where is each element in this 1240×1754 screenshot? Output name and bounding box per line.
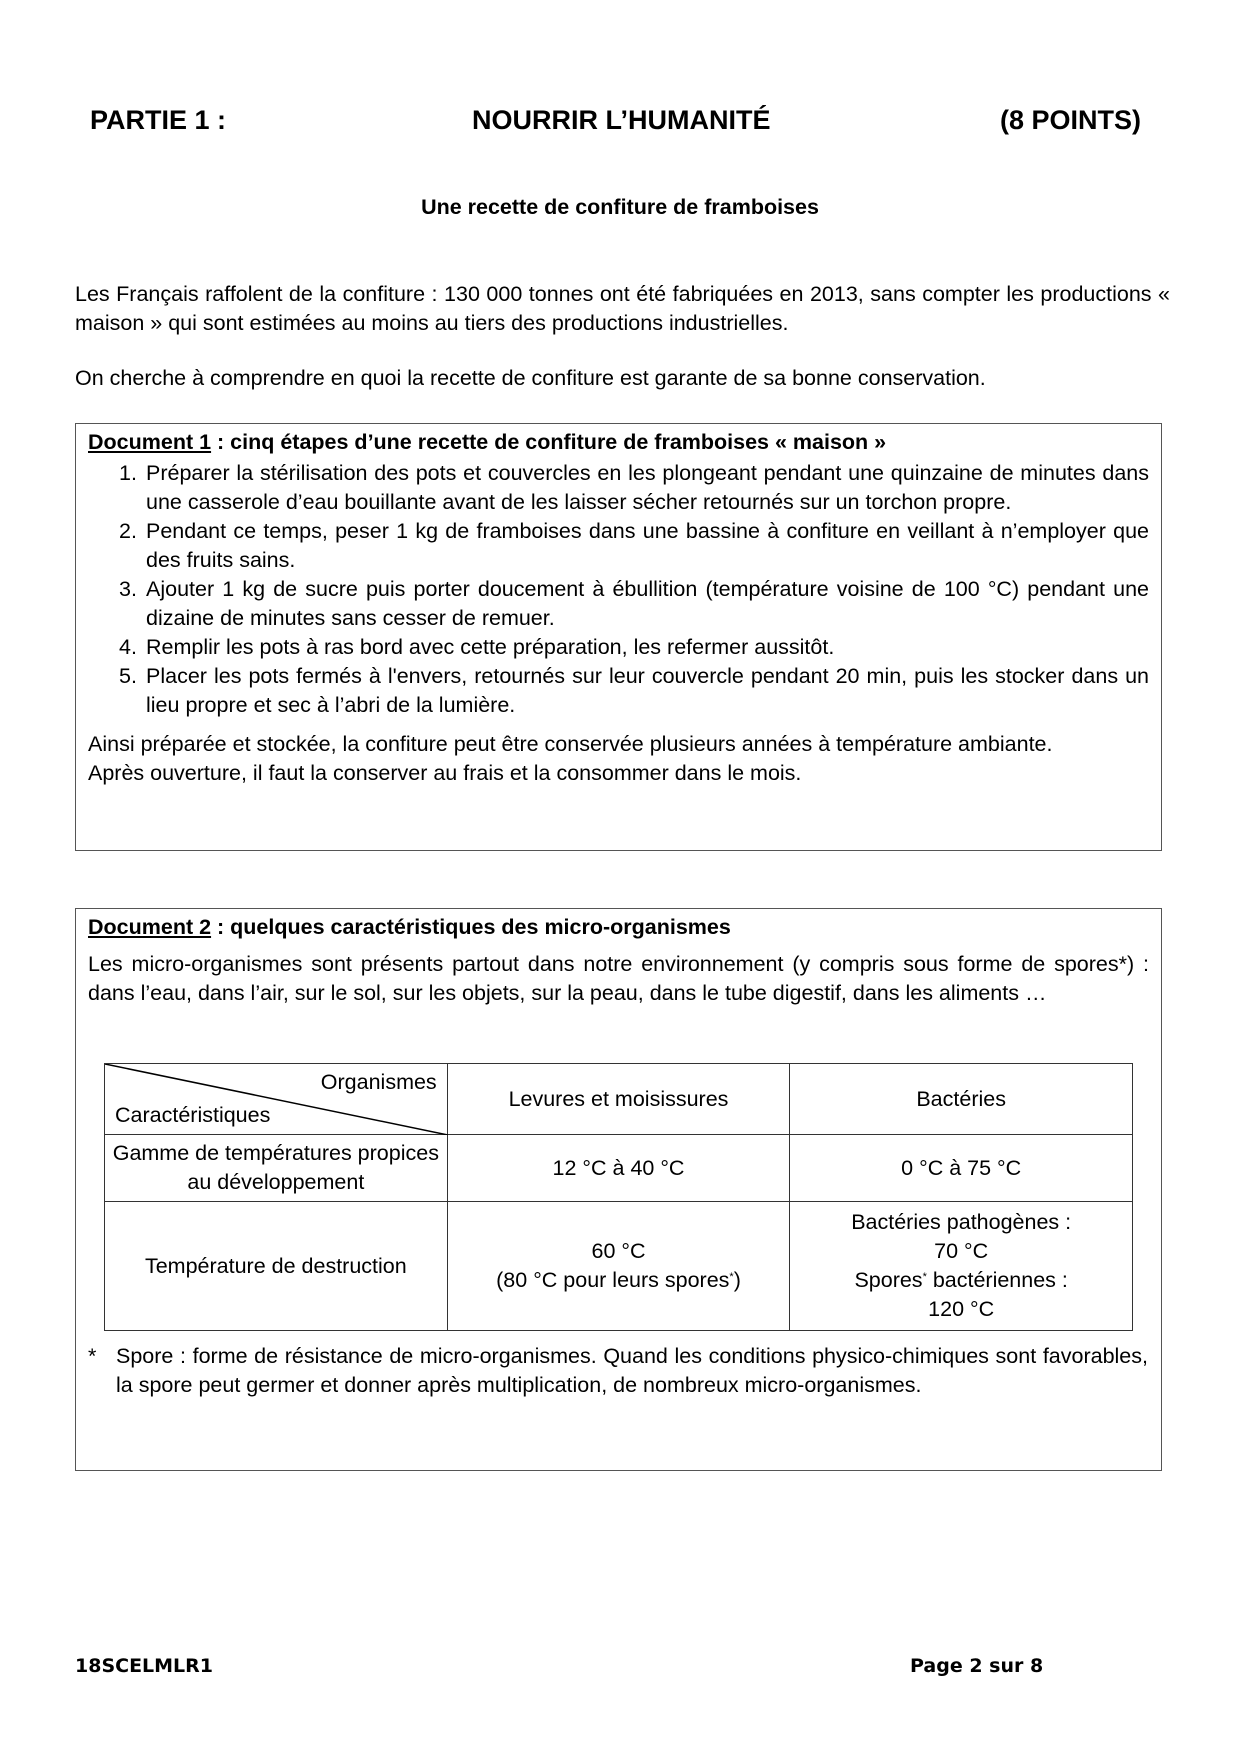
intro-paragraph-2: On cherche à comprendre en quoi la recette de confiture est garante de sa bonne conservation.: [75, 366, 986, 390]
spore-footnote: [88, 1342, 1148, 1400]
recipe-steps: [88, 459, 1149, 720]
conclusion-storage: Ainsi préparée et stockée, la confiture peut être conservée plusieurs années à température ambiante.: [88, 732, 1053, 756]
recipe-step: 5. Placer les pots fermés à l'envers, retournés sur leur couvercle pendant 20 min, puis les stocker dans un lieu propre et sec à l’abri de la lumière.: [119, 664, 1149, 717]
cell-bacteria-range: 0 °C à 75 °C: [790, 1135, 1133, 1202]
document-1-title-text: : cinq étapes d’une recette de confiture de framboises « maison »: [211, 430, 887, 454]
document-2-title: [88, 913, 1149, 942]
footnote-star: *: [88, 1344, 97, 1368]
recipe-step: 4. Remplir les pots à ras bord avec cette préparation, les refermer aussitôt.: [119, 635, 835, 659]
part-label: PARTIE 1 :: [90, 105, 227, 135]
section-title: NOURRIR L’HUMANITÉ: [472, 105, 771, 135]
micro-organisms-table: [104, 1063, 1133, 1331]
conclusion-opening: Après ouverture, il faut la conserver au frais et la consommer dans le mois.: [88, 761, 802, 785]
table-row: [105, 1202, 1133, 1331]
corner-organismes: Organismes: [320, 1070, 437, 1094]
table-corner-cell: [105, 1064, 448, 1135]
document-2-title-text: : quelques caractéristiques des micro-organismes: [211, 915, 731, 939]
row-label-destruction-temperature: Température de destruction: [105, 1202, 448, 1331]
footnote-text: Spore : forme de résistance de micro-organismes. Quand les conditions physico-chimiques sont favorables, la spore peut germer et donner après multiplication, de nombreux micro-organismes.: [116, 1344, 1148, 1397]
recipe-step: 1. Préparer la stérilisation des pots et couvercles en les plongeant pendant une quinzaine de minutes dans une casserole d’eau bouillante avant de les laisser sécher retournés sur un torchon propre.: [119, 461, 1149, 514]
column-header-yeasts: Levures et moisissures: [447, 1064, 790, 1135]
document-2-intro: Les micro-organismes sont présents partout dans notre environnement (y compris sous forme de spores*) : dans l’eau, dans l’air, sur le sol, sur les objets, sur la peau, dans le tube digestif, dans les aliments …: [88, 952, 1149, 1005]
document-1-title: [88, 428, 1149, 457]
recipe-step: 3. Ajouter 1 kg de sucre puis porter doucement à ébullition (température voisine de 100 °C) pendant une dizaine de minutes sans cesser de remuer.: [119, 577, 1149, 630]
recipe-step: 2. Pendant ce temps, peser 1 kg de framboises dans une bassine à confiture en veillant à n’employer que des fruits sains.: [119, 519, 1149, 572]
column-header-bacteria: Bactéries: [790, 1064, 1133, 1135]
cell-yeasts-range: 12 °C à 40 °C: [447, 1135, 790, 1202]
points-label: (8 POINTS): [1000, 105, 1142, 135]
page-subtitle: Une recette de confiture de framboises: [421, 195, 819, 219]
table-header-row: [105, 1064, 1133, 1135]
cell-bacteria-destruction: Bactéries pathogènes : 70 °C Spores* bactériennes : 120 °C: [790, 1202, 1133, 1331]
page-number: Page 2 sur 8: [910, 1655, 1044, 1677]
exam-code: 18SCELMLR1: [75, 1655, 214, 1677]
document-1-box: [75, 423, 1162, 851]
intro-paragraph-1: Les Français raffolent de la confiture : 130 000 tonnes ont été fabriquées en 2013, sans compter les productions « maison » qui sont estimées au moins au tiers des productions industrielles.: [75, 282, 1170, 335]
cell-yeasts-destruction: 60 °C (80 °C pour leurs spores*): [447, 1202, 790, 1331]
table-row: [105, 1135, 1133, 1202]
corner-caracteristiques: Caractéristiques: [115, 1103, 271, 1127]
document-1-label: Document 1: [88, 430, 212, 454]
document-2-label: Document 2: [88, 915, 212, 939]
row-label-temperature-range: Gamme de températures propices au développement: [105, 1135, 448, 1202]
